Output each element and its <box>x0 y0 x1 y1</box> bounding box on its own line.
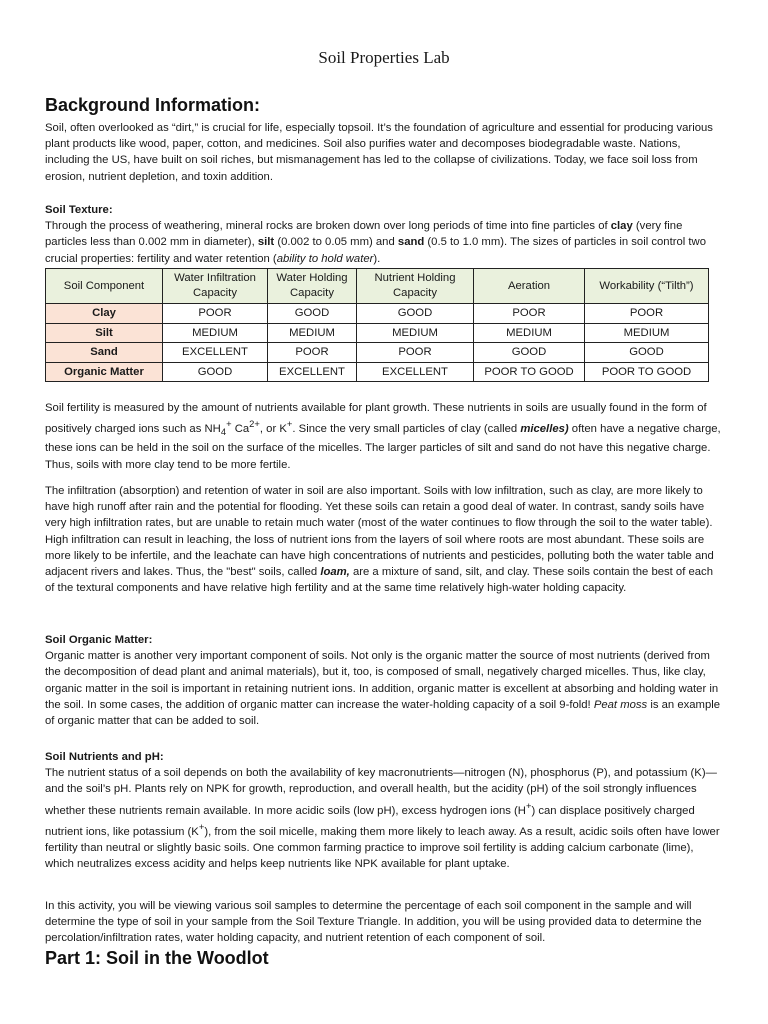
nutrients-heading: Soil Nutrients and pH: <box>45 751 164 763</box>
table-row <box>46 343 709 363</box>
table-header-cell: Workability (“Tilth”) <box>585 269 709 304</box>
table-cell: GOOD <box>474 343 585 363</box>
background-heading: Background Information: <box>45 95 260 115</box>
table-cell: MEDIUM <box>474 323 585 343</box>
table-cell: MEDIUM <box>163 323 268 343</box>
nutrients-section: Soil Nutrients and pH: The nutrient status of a soil depends on both the availability of key macronutrients—nitrogen (N), phosphorus (P), and potassium (K)—and the soil’s pH. Plants rely on NPK for growth, reproduction, and overall health, but the acidity (pH) of the soil strongly influences whether these nutrients remain available. In more acidic soils (low pH), excess hydrogen ions (H+) can displace positively charged nutrient ions, like potassium (K+), from the soil micelle, making them more likely to leach away. As a result, acidic soils often have lower fertility than neutral or slightly basic soils. One common farming practice to improve soil fertility is adding calcium carbonate (lime), which neutralizes excess acidity and helps keep nutrients like NPK available for plant uptake. <box>45 751 720 870</box>
table-cell: MEDIUM <box>268 323 357 343</box>
table-cell: Organic Matter <box>46 362 163 382</box>
table-cell: POOR <box>163 304 268 324</box>
organic-matter-section: Soil Organic Matter: Organic matter is another very important component of soils. Not only is the organic matter the source of most nutrients (derived from the decomposition of dead plant and animal materials), but it, too, is composed of small, negatively charged micelles. Thus, like clay, organic matter in the soil is important in retaining nutrient ions. In addition, organic matter is excellent at absorbing and holding water in the soil. In some cases, the addition of organic matter can increase the water-holding capacity of a soil 9-fold! Peat moss is an example of organic matter that can be added to soil. <box>45 634 721 728</box>
table-cell: MEDIUM <box>585 323 709 343</box>
table-cell: EXCELLENT <box>357 362 474 382</box>
part1-heading: Part 1: Soil in the Woodlot <box>45 948 269 968</box>
fertility-paragraph: Soil fertility is measured by the amount of nutrients available for plant growth. These nutrients in soils are usually found in the form of positively charged ions such as $NH_4^+$ $Ca^{2+}$, or K+. Since the very small particles of clay (called micelles) often have a negative charge, these ions can be held in the soil on the surface of the micelles. The larger particles of silt and sand do not have this negative charge. Thus, soils with more clay tend to be more fertile. <box>45 402 721 471</box>
table-cell: Clay <box>46 304 163 324</box>
soil-texture-heading: Soil Texture: <box>45 204 113 216</box>
organic-matter-heading: Soil Organic Matter: <box>45 634 153 646</box>
table-header-cell: Aeration <box>474 269 585 304</box>
table-cell: POOR <box>474 304 585 324</box>
table-header-cell: Water Infiltration Capacity <box>163 269 268 304</box>
table-cell: EXCELLENT <box>163 343 268 363</box>
table-header-cell: Nutrient Holding Capacity <box>357 269 474 304</box>
table-row <box>46 304 709 324</box>
intro-paragraph: Soil, often overlooked as “dirt,” is crucial for life, especially topsoil. It’s the foundation of agriculture and essential for producing various plant products like wood, paper, cotton, and medicines. Soil also purifies water and decomposes biodegradable waste. Nations, including the US, have built on soil riches, but mismanagement has led to the collapse of civilizations. Today, we face soil loss from erosion, nutrient depletion, and toxin addition. <box>45 122 713 183</box>
soil-texture-section: Soil Texture: Through the process of weathering, mineral rocks are broken down over long periods of time into fine particles of clay (very fine particles less than 0.002 mm in diameter), silt (0.002 to 0.05 mm) and sand (0.5 to 1.0 mm). The sizes of particles in soil control two crucial properties: fertility and water retention (ability to hold water). <box>45 204 706 265</box>
table-cell: POOR <box>357 343 474 363</box>
table-cell: Sand <box>46 343 163 363</box>
table-row <box>46 323 709 343</box>
table-cell: Silt <box>46 323 163 343</box>
table-cell: POOR <box>268 343 357 363</box>
table-header-row <box>46 269 709 304</box>
table-cell: GOOD <box>585 343 709 363</box>
table-cell: POOR TO GOOD <box>474 362 585 382</box>
activity-paragraph: In this activity, you will be viewing various soil samples to determine the percentage of each soil component in the sample and will determine the type of soil in your sample from the Soil Texture Triangle. In addition, you will be using provided data to determine the percolation/infiltration rates, water holding capacity, and nutrient retention of each component of soil. <box>45 900 702 945</box>
soil-texture-table <box>45 268 709 382</box>
table-cell: POOR TO GOOD <box>585 362 709 382</box>
document-title: Soil Properties Lab <box>318 48 450 67</box>
table-cell: GOOD <box>357 304 474 324</box>
table-cell: GOOD <box>268 304 357 324</box>
table-row <box>46 362 709 382</box>
table-cell: EXCELLENT <box>268 362 357 382</box>
table-cell: POOR <box>585 304 709 324</box>
infiltration-paragraph: The infiltration (absorption) and retention of water in soil are also important. Soils with low infiltration, such as clay, are more likely to have high runoff after rain and the potential for flooding. Yet these soils can retain a good deal of water. In contrast, sandy soils have very high infiltration rates, but are unable to retain much water (most of the water continues to flow through the soil to the water table). High infiltration can result in leaching, the loss of nutrient ions from the layers of soil where roots are most abundant. These soils are more likely to be infertile, and the leachate can have high concentrations of nutrients and pesticides, polluting both the water table and adjacent rivers and lakes. Thus, the "best" soils, called loam, are a mixture of sand, silt, and clay. These soils contain the best of each of the textural components and have relative high fertility and at the same time relatively high-water holding capacity. <box>45 485 714 595</box>
table-header-cell: Water Holding Capacity <box>268 269 357 304</box>
table-cell: GOOD <box>163 362 268 382</box>
table-cell: MEDIUM <box>357 323 474 343</box>
table-header-cell: Soil Component <box>46 269 163 304</box>
